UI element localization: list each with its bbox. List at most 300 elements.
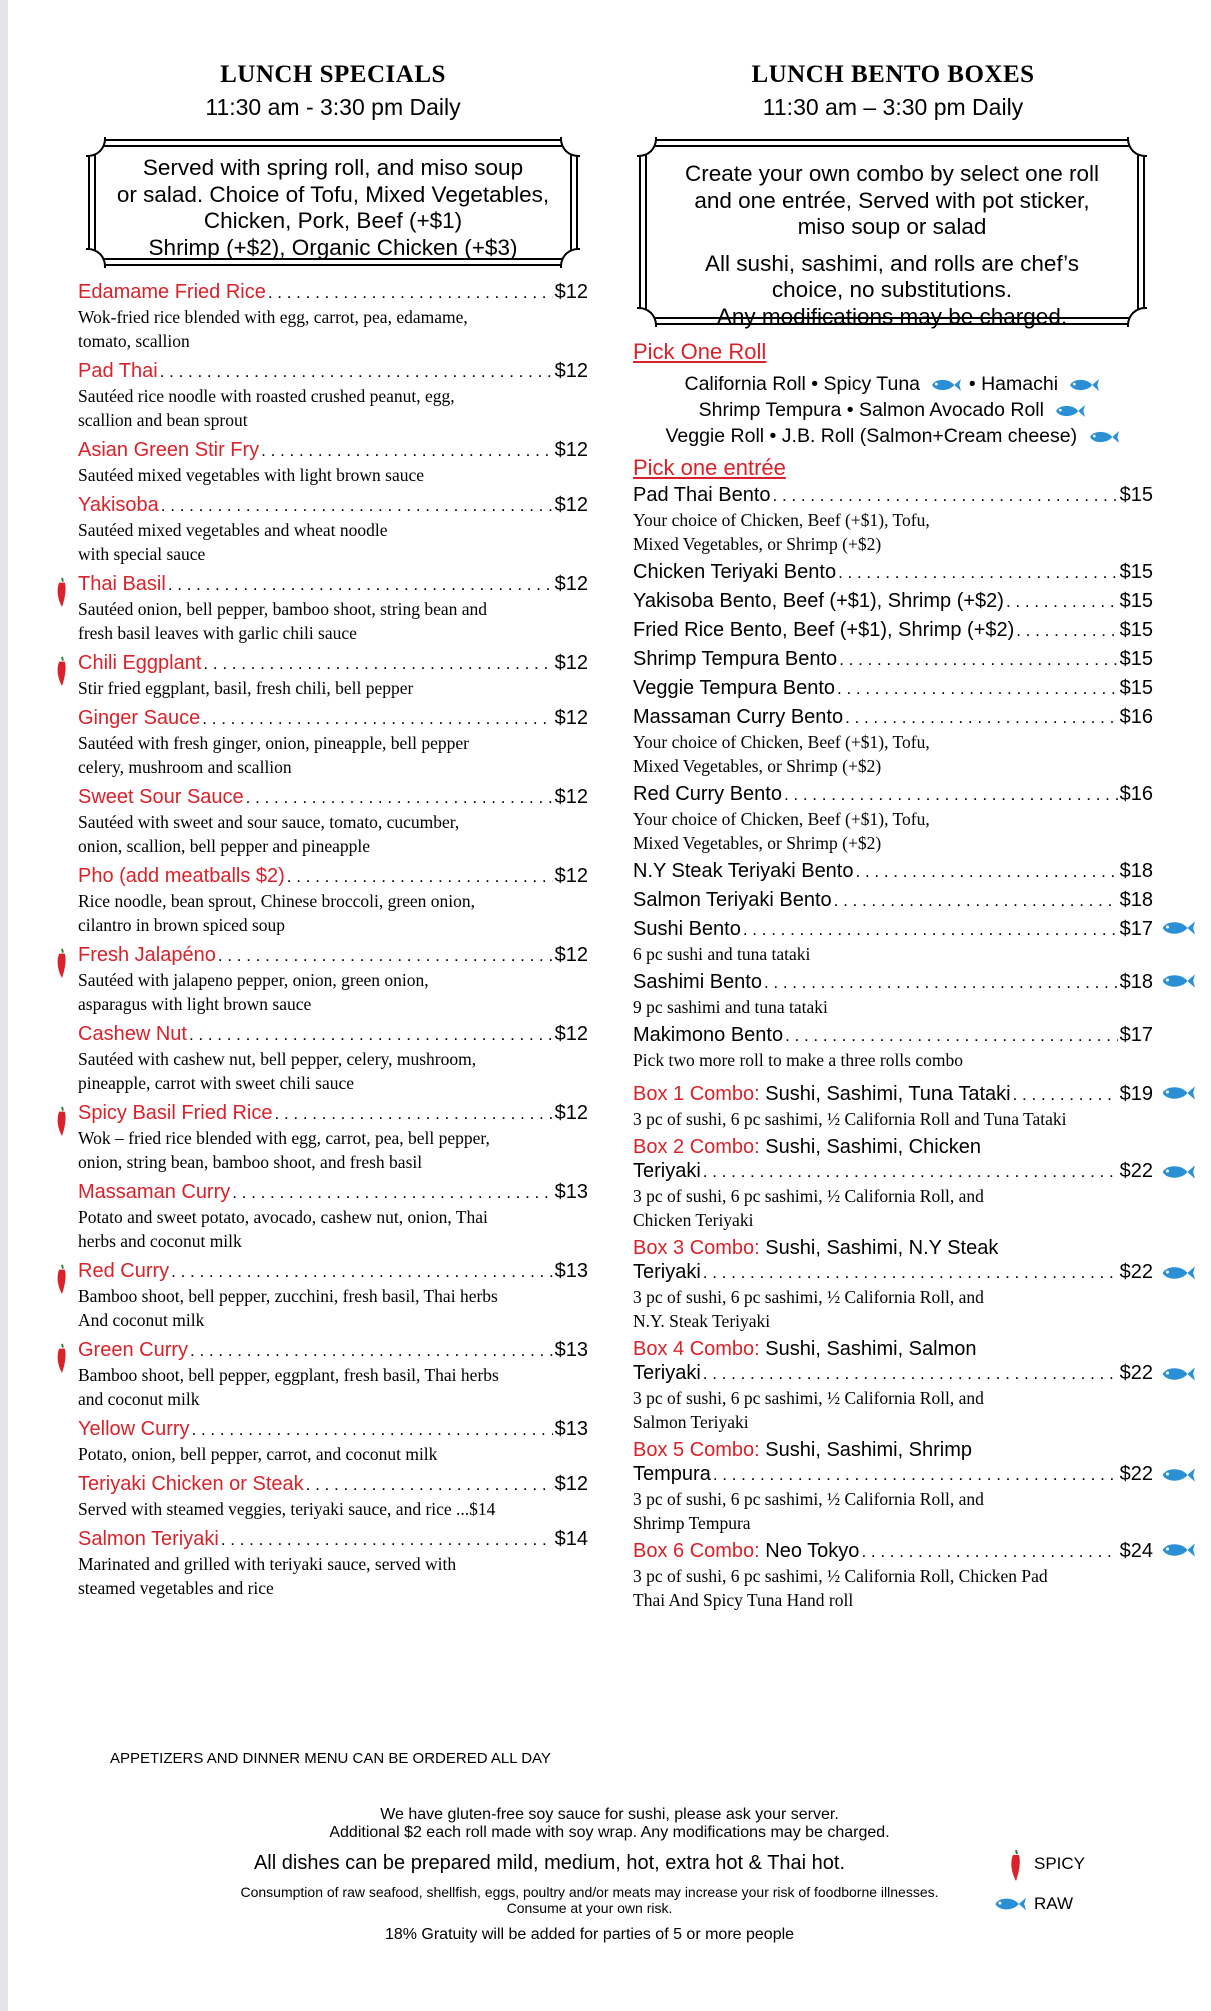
menu-item [78,1338,588,1411]
item-line [633,1082,1153,1107]
combo-label: Box 4 Combo: [633,1338,760,1360]
legend-spicy-label: SPICY [1034,1854,1086,1873]
item-line [78,706,588,731]
menu-item [633,676,1153,701]
info-line: Chicken, Pork, Beef (+$1) [203,208,463,233]
fish-icon [1157,970,1195,992]
item-description: Sautéed mixed vegetables with light brown sauce [78,465,425,485]
combo-description: 3 pc of sushi, 6 pc sashimi, ½ California Roll and Tuna Tataki [633,1109,1067,1129]
item-description: Your choice of Chicken, Beef (+$1), Tofu, [633,809,930,829]
item-price: $12 [554,439,588,461]
combo-label: Box 5 Combo: [633,1439,760,1461]
chili-pepper-icon [1008,1848,1024,1882]
item-description: and coconut milk [78,1389,200,1409]
item-price: $12 [554,1102,588,1124]
menu-item [633,970,1153,1019]
item-line [78,280,588,305]
menu-item [633,859,1153,884]
combo-name-cont: Teriyaki [633,1362,701,1384]
item-price: $17 [1119,1024,1153,1046]
menu-item [78,1472,588,1521]
menu-item [78,864,588,937]
dot-leader [275,1101,553,1126]
item-description: Bamboo shoot, bell pepper, eggplant, fresh basil, Thai herbs [78,1365,499,1385]
item-description: tomato, scallion [78,331,190,351]
item-name: Massaman Curry Bento [633,706,844,728]
menu-item [78,493,588,566]
combo-title [633,1337,1153,1361]
menu-page [8,0,1211,2011]
dot-leader [713,1462,1118,1487]
item-price: $15 [1119,590,1153,612]
dot-leader [839,647,1117,672]
combo-price: $22 [1119,1160,1153,1182]
dot-leader [268,280,553,305]
combo-label: Box 6 Combo: [633,1540,760,1562]
item-name: Massaman Curry [78,1181,231,1203]
item-price: $18 [1119,971,1153,993]
combo-title [633,1438,1153,1462]
menu-item [78,785,588,858]
item-line [633,1539,1153,1564]
chili-pepper-icon [54,1263,70,1295]
combo-price: $22 [1119,1362,1153,1384]
roll-text: • Hamachi [968,373,1059,395]
dot-leader [192,1417,553,1442]
item-description: Sautéed with jalapeno pepper, onion, green onion, [78,970,429,990]
dot-leader [834,888,1118,913]
dot-leader [1013,1082,1118,1107]
combo-description: 3 pc of sushi, 6 pc sashimi, ½ California Roll, and [633,1186,984,1206]
item-price: $14 [554,1528,588,1550]
lunch-specials-hours: 11:30 am - 3:30 pm Daily [205,94,461,120]
chili-pepper-icon [54,947,70,979]
roll-text: Veggie Roll • J.B. Roll (Salmon+Cream cheese) [665,425,1078,447]
menu-item [633,483,1153,556]
item-name: Thai Basil [78,573,166,595]
item-description: asparagus with light brown sauce [78,994,312,1014]
item-description: celery, mushroom and scallion [78,757,292,777]
item-description: Mixed Vegetables, or Shrimp (+$2) [633,833,882,853]
item-description: Sautéed with fresh ginger, onion, pineapple, bell pepper [78,733,469,753]
item-description: steamed vegetables and rice [78,1578,274,1598]
item-description: herbs and coconut milk [78,1231,242,1251]
item-name: Yellow Curry [78,1418,190,1440]
item-name: Salmon Teriyaki Bento [633,889,832,911]
item-name: Fried Rice Bento, Beef (+$1), Shrimp (+$2) [633,619,1015,641]
menu-item [78,280,588,353]
item-line [633,589,1153,614]
item-price: $15 [1119,677,1153,699]
bento-list [633,483,1153,1072]
menu-item [78,1022,588,1095]
menu-item [633,560,1153,585]
combo-name: Sushi, Sashimi, Chicken [765,1136,981,1158]
item-line [78,1022,588,1047]
roll-text: California Roll • Spicy Tuna [684,373,921,395]
dot-leader [232,1180,552,1205]
menu-item [633,705,1153,778]
item-description: Your choice of Chicken, Beef (+$1), Tofu, [633,510,930,530]
item-description: with special sauce [78,544,206,564]
combo-item [633,1438,1153,1535]
item-price: $12 [554,573,588,595]
item-price: $18 [1119,860,1153,882]
appetizers-note: APPETIZERS AND DINNER MENU CAN BE ORDERED ALL DAY [110,1750,551,1767]
dot-leader [246,785,553,810]
item-line [633,1462,1153,1487]
gluten-free-note [8,1806,1211,1842]
item-name: Asian Green Stir Fry [78,439,260,461]
info-line: miso soup or salad [797,214,987,239]
item-line [78,651,588,676]
bento-boxes-column [633,0,1153,1616]
item-name: Pad Thai Bento [633,484,771,506]
item-description: Mixed Vegetables, or Shrimp (+$2) [633,756,882,776]
item-name: Veggie Tempura Bento [633,677,836,699]
combo-description: N.Y. Steak Teriyaki [633,1311,771,1331]
item-description: Bamboo shoot, bell pepper, zucchini, fresh basil, Thai herbs [78,1286,498,1306]
item-description: onion, string bean, bamboo shoot, and fresh basil [78,1152,423,1172]
info-line: Create your own combo by select one roll [685,161,1099,186]
combo-name: Sushi, Sashimi, Tuna Tataki [765,1083,1011,1105]
combo-description: 3 pc of sushi, 6 pc sashimi, ½ California Roll, and [633,1287,984,1307]
item-price: $15 [1119,484,1153,506]
lunch-specials-column [78,0,588,1606]
menu-item [78,572,588,645]
item-line [78,1338,588,1363]
item-line [633,647,1153,672]
item-name: Yakisoba [78,494,159,516]
item-description: onion, scallion, bell pepper and pineapple [78,836,371,856]
item-line [633,1361,1153,1386]
warning-line: Consumption of raw seafood, shellfish, eggs, poultry and/or meats may increase your risk of foodborne illnesses. [240,1884,939,1900]
item-price: $13 [554,1339,588,1361]
menu-item [78,943,588,1016]
dot-leader [1016,618,1117,643]
fish-icon [990,1894,1026,1914]
item-line [78,1472,588,1497]
lunch-specials-list [78,280,588,1600]
dot-leader [773,483,1118,508]
menu-item [633,618,1153,643]
item-line [78,359,588,384]
item-name: Red Curry [78,1260,170,1282]
item-description: Mixed Vegetables, or Shrimp (+$2) [633,534,882,554]
dot-leader [837,676,1118,701]
chili-pepper-icon [54,655,70,687]
item-price: $15 [1119,648,1153,670]
fish-icon [1157,1363,1195,1385]
item-price: $17 [1119,918,1153,940]
dot-leader [838,560,1118,585]
item-price: $16 [1119,706,1153,728]
info-line: Shrimp (+$2), Organic Chicken (+$3) [148,234,518,260]
item-name: Cashew Nut [78,1023,187,1045]
pick-one-entree-heading: Pick one entrée [633,455,786,480]
item-line [633,970,1153,995]
combo-name: Sushi, Sashimi, Shrimp [765,1439,973,1461]
item-name: Sashimi Bento [633,971,762,993]
combo-name-cont: Tempura [633,1463,711,1485]
dot-leader [202,706,552,731]
item-name: Fresh Jalapéno [78,944,216,966]
menu-item [633,782,1153,855]
item-description: pineapple, carrot with sweet chili sauce [78,1073,355,1093]
dot-leader [221,1527,553,1552]
roll-line [633,423,1153,449]
menu-item [78,359,588,432]
item-description: scallion and bean sprout [78,410,248,430]
menu-item [633,888,1153,913]
combo-name: Sushi, Sashimi, Salmon [765,1338,977,1360]
fish-icon [1051,402,1085,420]
menu-item [633,1023,1153,1072]
item-line [633,1260,1153,1285]
item-name: N.Y Steak Teriyaki Bento [633,860,854,882]
dot-leader [171,1259,552,1284]
item-price: $12 [554,1023,588,1045]
dot-leader [190,1338,553,1363]
item-description: Rice noodle, bean sprout, Chinese broccoli, green onion, [78,891,476,911]
chili-pepper-icon [54,576,70,608]
lunch-specials-info-box [88,139,578,266]
item-price: $13 [554,1260,588,1282]
item-description: Wok-fried rice blended with egg, carrot, pea, edamame, [78,307,468,327]
menu-item [78,1101,588,1174]
item-name: Chicken Teriyaki Bento [633,561,837,583]
item-line [633,888,1153,913]
chili-pepper-icon [54,1342,70,1374]
info-line: Served with spring roll, and miso soup [142,155,524,180]
item-price: $13 [554,1418,588,1440]
item-line [633,560,1153,585]
item-name: Spicy Basil Fried Rice [78,1102,273,1124]
menu-item [78,438,588,487]
spice-level-note: All dishes can be prepared mild, medium, hot, extra hot & Thai hot. [253,1852,846,1874]
item-name: Salmon Teriyaki [78,1528,219,1550]
item-price: $18 [1119,889,1153,911]
item-price: $12 [554,865,588,887]
item-price: $12 [554,1473,588,1495]
dot-leader [189,1022,553,1047]
item-price: $13 [554,1181,588,1203]
fish-icon [1157,1464,1195,1486]
combo-label: Box 1 Combo: [633,1083,760,1105]
dot-leader [203,651,552,676]
fish-icon [1157,1082,1195,1104]
item-description: Sautéed rice noodle with roasted crushed peanut, egg, [78,386,455,406]
menu-item [78,1259,588,1332]
item-description: 6 pc sushi and tuna tataki [633,944,811,964]
item-name: Shrimp Tempura Bento [633,648,838,670]
combo-list [633,1082,1153,1612]
item-line [78,572,588,597]
soy-wrap-line: Additional $2 each roll made with soy wrap. Any modifications may be charged. [329,1824,890,1841]
item-description: Served with steamed veggies, teriyaki sauce, and rice ...$14 [78,1499,496,1519]
info-line: choice, no substitutions. [771,277,1013,302]
item-description: Sautéed onion, bell pepper, bamboo shoot, string bean and [78,599,488,619]
combo-item [633,1539,1153,1612]
combo-title [633,1135,1153,1159]
combo-name: Sushi, Sashimi, N.Y Steak [765,1237,999,1259]
item-line [633,483,1153,508]
menu-item [633,917,1153,966]
legend-raw-label: RAW [1034,1894,1074,1913]
fish-icon [1157,1262,1195,1284]
bento-info-box [639,139,1145,329]
menu-item [633,647,1153,672]
item-name: Sweet Sour Sauce [78,786,244,808]
combo-item [633,1135,1153,1232]
item-line [78,1259,588,1284]
combo-price: $19 [1119,1083,1153,1105]
dot-leader [218,943,553,968]
item-name: Red Curry Bento [633,783,782,805]
combo-price: $22 [1119,1463,1153,1485]
item-line [633,1159,1153,1184]
combo-description: Thai And Spicy Tuna Hand roll [633,1590,854,1610]
fish-icon [927,376,961,394]
bento-boxes-title: LUNCH BENTO BOXES [751,61,1035,88]
combo-item [633,1082,1153,1131]
combo-description: 3 pc of sushi, 6 pc sashimi, ½ California Roll, Chicken Pad [633,1566,1048,1586]
combo-name-cont: Teriyaki [633,1261,701,1283]
item-line [78,1101,588,1126]
info-line: or salad. Choice of Tofu, Mixed Vegetables, [116,181,550,207]
combo-name-cont: Teriyaki [633,1160,701,1182]
item-name: Ginger Sauce [78,707,201,729]
fish-icon [1157,1539,1195,1561]
item-description: Sautéed mixed vegetables and wheat noodle [78,520,388,540]
gratuity-note: 18% Gratuity will be added for parties of 5 or more people [384,1926,795,1943]
menu-item [78,1180,588,1253]
item-name: Green Curry [78,1339,189,1361]
combo-description: 3 pc of sushi, 6 pc sashimi, ½ California Roll, and [633,1388,984,1408]
dot-leader [160,359,553,384]
item-line [633,705,1153,730]
item-line [633,676,1153,701]
fish-icon [1085,428,1119,446]
bento-boxes-hours: 11:30 am – 3:30 pm Daily [762,94,1024,120]
item-name: Pad Thai [78,360,158,382]
item-description: Sautéed with sweet and sour sauce, tomato, cucumber, [78,812,460,832]
item-line [633,859,1153,884]
item-description: Potato and sweet potato, avocado, cashew nut, onion, Thai [78,1207,488,1227]
combo-description: Shrimp Tempura [633,1513,751,1533]
item-price: $12 [554,707,588,729]
gluten-line: We have gluten-free soy sauce for sushi, please ask your server. [380,1806,839,1823]
menu-item [78,706,588,779]
item-line [78,1417,588,1442]
roll-line [633,371,1153,397]
dot-leader [168,572,553,597]
item-description: Stir fried eggplant, basil, fresh chili, bell pepper [78,678,414,698]
item-line [78,864,588,889]
item-description: Pick two more roll to make a three rolls combo [633,1050,963,1070]
item-line [633,618,1153,643]
combo-price: $22 [1119,1261,1153,1283]
item-name: Chili Eggplant [78,652,202,674]
item-price: $15 [1119,561,1153,583]
item-line [633,917,1153,942]
item-description: Sautéed with cashew nut, bell pepper, celery, mushroom, [78,1049,477,1069]
info-line: and one entrée, Served with pot sticker, [694,187,1090,213]
dot-leader [287,864,553,889]
dot-leader [703,1361,1118,1386]
roll-line [633,397,1153,423]
dot-leader [703,1260,1118,1285]
dot-leader [306,1472,553,1497]
menu-item [78,1527,588,1600]
item-price: $12 [554,786,588,808]
info-line: All sushi, sashimi, and rolls are chef’s [705,250,1079,276]
combo-description: 3 pc of sushi, 6 pc sashimi, ½ California Roll, and [633,1489,984,1509]
fish-icon [1065,376,1099,394]
dot-leader [784,782,1118,807]
combo-label: Box 2 Combo: [633,1136,760,1158]
info-line: Any modifications may be charged. [716,303,1068,329]
combo-description: Chicken Teriyaki [633,1210,754,1230]
dot-leader [261,438,552,463]
item-line [78,493,588,518]
menu-item [78,651,588,700]
item-description: fresh basil leaves with garlic chili sauce [78,623,357,643]
chili-pepper-icon [54,1105,70,1137]
dot-leader [861,1539,1117,1564]
item-name: Pho (add meatballs $2) [78,865,285,887]
item-description: cilantro in brown spiced soup [78,915,286,935]
combo-item [633,1337,1153,1434]
dot-leader [743,917,1118,942]
combo-name: Neo Tokyo [765,1540,860,1562]
item-line [633,782,1153,807]
menu-item [633,589,1153,614]
item-price: $12 [554,360,588,382]
item-name: Yakisoba Bento, Beef (+$1), Shrimp (+$2) [633,590,1004,612]
combo-label: Box 3 Combo: [633,1237,760,1259]
dot-leader [1006,589,1118,614]
combo-price: $24 [1119,1540,1153,1562]
fish-icon [1157,917,1195,939]
roll-text: Shrimp Tempura • Salmon Avocado Roll [698,399,1044,421]
item-line [633,1023,1153,1048]
item-line [78,1180,588,1205]
dot-leader [856,859,1118,884]
item-description: Your choice of Chicken, Beef (+$1), Tofu, [633,732,930,752]
item-price: $15 [1119,619,1153,641]
item-price: $16 [1119,783,1153,805]
item-line [78,785,588,810]
item-price: $12 [554,652,588,674]
item-price: $12 [554,281,588,303]
fish-icon [1157,1161,1195,1183]
item-description: 9 pc sashimi and tuna tataki [633,997,828,1017]
dot-leader [161,493,553,518]
dot-leader [764,970,1118,995]
combo-description: Salmon Teriyaki [633,1412,749,1432]
dot-leader [785,1023,1118,1048]
roll-options [633,371,1153,449]
item-name: Teriyaki Chicken or Steak [78,1473,304,1495]
item-price: $12 [554,494,588,516]
item-name: Makimono Bento [633,1024,784,1046]
item-name: Sushi Bento [633,918,741,940]
item-line [78,943,588,968]
item-name: Edamame Fried Rice [78,281,266,303]
lunch-specials-title: LUNCH SPECIALS [220,61,446,88]
item-description: Potato, onion, bell pepper, carrot, and coconut milk [78,1444,438,1464]
